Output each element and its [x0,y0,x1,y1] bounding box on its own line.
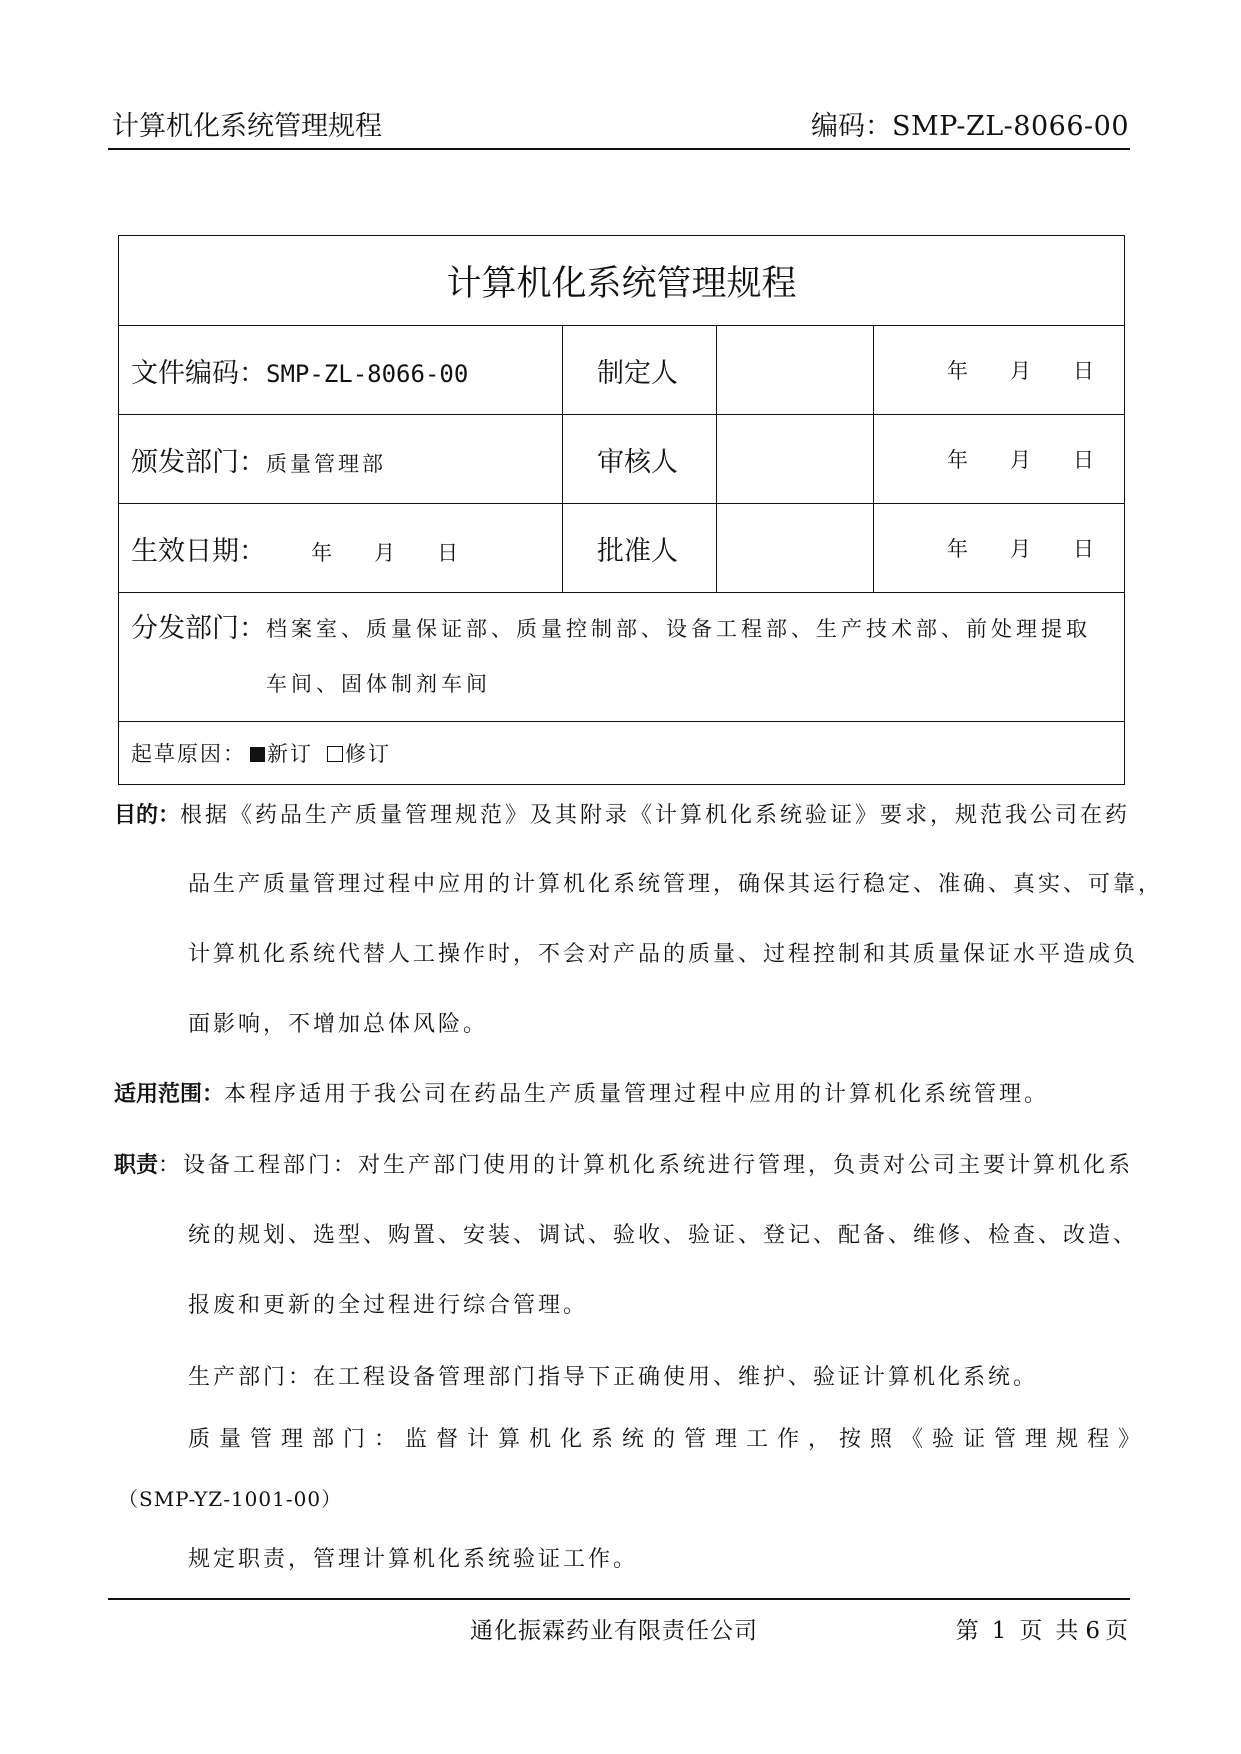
quality-duty-line: 质量管理部门：监督计算机化系统的管理工作，按照《验证管理规程》 [188,1427,1150,1452]
effective-date-month: 月 [374,540,396,565]
issue-dept-value: 质量管理部 [266,451,386,476]
table-row [119,504,1125,593]
distribution-value [266,602,1091,712]
production-duty: 生产部门：在工程设备管理部门指导下正确使用、维护、验证计算机化系统。 [188,1365,1039,1390]
scope-line [114,1080,1049,1110]
distribution-cell [119,593,1125,722]
header-title: 计算机化系统管理规程 [112,111,382,142]
date-month: 月 [1010,359,1032,383]
draft-reason-cell [119,722,1125,785]
date-cell-reviewer [874,415,1125,504]
duty-line: 报废和更新的全过程进行综合管理。 [188,1293,589,1318]
issue-dept-label: 颁发部门： [131,446,266,478]
reason-revise-label: 修订 [345,742,391,766]
distribution-label: 分发部门： [131,613,266,644]
checked-box-icon [250,747,265,762]
duty-line: 职责：设备工程部门：对生产部门使用的计算机化系统进行管理，负责对公司主要计算机化系 [114,1153,1134,1178]
header-code [811,104,1129,143]
effective-date-year: 年 [311,540,333,565]
header-rule [108,148,1130,150]
date-month: 月 [1010,448,1032,472]
footer-rule [108,1598,1130,1600]
doc-code-value: SMP-ZL-8066-00 [266,359,469,388]
date-year: 年 [947,359,969,383]
effective-date-cell [119,504,563,593]
date-cell-approver [874,504,1125,593]
date-year: 年 [947,537,969,561]
date-day: 日 [1073,448,1095,472]
role-reviewer: 审核人 [563,415,717,504]
doc-code-cell [119,326,563,415]
purpose-line: 面影响，不增加总体风险。 [188,1012,489,1037]
document-info-table [118,235,1125,785]
signature-cell-author [717,326,874,415]
date-cell-author [874,326,1125,415]
purpose-line: 目的：根据《药品生产质量管理规范》及其附录《计算机化系统验证》要求，规范我公司在药 [114,803,1131,828]
purpose-line: 计算机化系统代替人工操作时，不会对产品的质量、过程控制和其质量保证水平造成负 [188,942,1139,967]
footer-company: 通化振霖药业有限责任公司 [470,1618,758,1644]
table-row [119,415,1125,504]
date-day: 日 [1073,359,1095,383]
role-approver: 批准人 [563,504,717,593]
distribution-line: 车间、固体制剂车间 [266,672,491,696]
duty-line: 统的规划、选型、购置、安装、调试、验收、验证、登记、配备、维修、检查、改造、 [188,1223,1139,1248]
issue-dept-cell [119,415,563,504]
scope-text: 本程序适用于我公司在药品生产质量管理过程中应用的计算机化系统管理。 [224,1082,1050,1107]
draft-reason-label: 起草原因： [131,742,246,766]
effective-date-day: 日 [437,540,459,565]
date-year: 年 [947,448,969,472]
reason-new-label: 新订 [267,742,313,766]
date-day: 日 [1073,537,1095,561]
distribution-line: 档案室、质量保证部、质量控制部、设备工程部、生产技术部、前处理提取 [266,617,1091,641]
signature-cell-reviewer [717,415,874,504]
purpose-line: 品生产质量管理过程中应用的计算机化系统管理，确保其运行稳定、准确、真实、可靠， [188,872,1164,897]
quality-duty-code: （SMP-YZ-1001-00） [118,1487,343,1511]
table-row [119,326,1125,415]
scope-label: 适用范围： [114,1082,225,1107]
doc-code-label: 文件编码： [131,357,266,389]
duty-label: 职责 [114,1153,159,1178]
header-code-value: SMP-ZL-8066-00 [892,111,1129,142]
quality-duty-line: 规定职责，管理计算机化系统验证工作。 [188,1547,639,1572]
purpose-label: 目的： [114,803,181,828]
effective-date-label: 生效日期： [131,535,266,567]
unchecked-box-icon [327,746,343,762]
date-month: 月 [1010,537,1032,561]
table-title: 计算机化系统管理规程 [119,236,1125,326]
header-code-label: 编码： [811,111,893,142]
role-author: 制定人 [563,326,717,415]
footer-page-number: 第 1 页 共 6 页 [955,1618,1129,1644]
signature-cell-approver [717,504,874,593]
